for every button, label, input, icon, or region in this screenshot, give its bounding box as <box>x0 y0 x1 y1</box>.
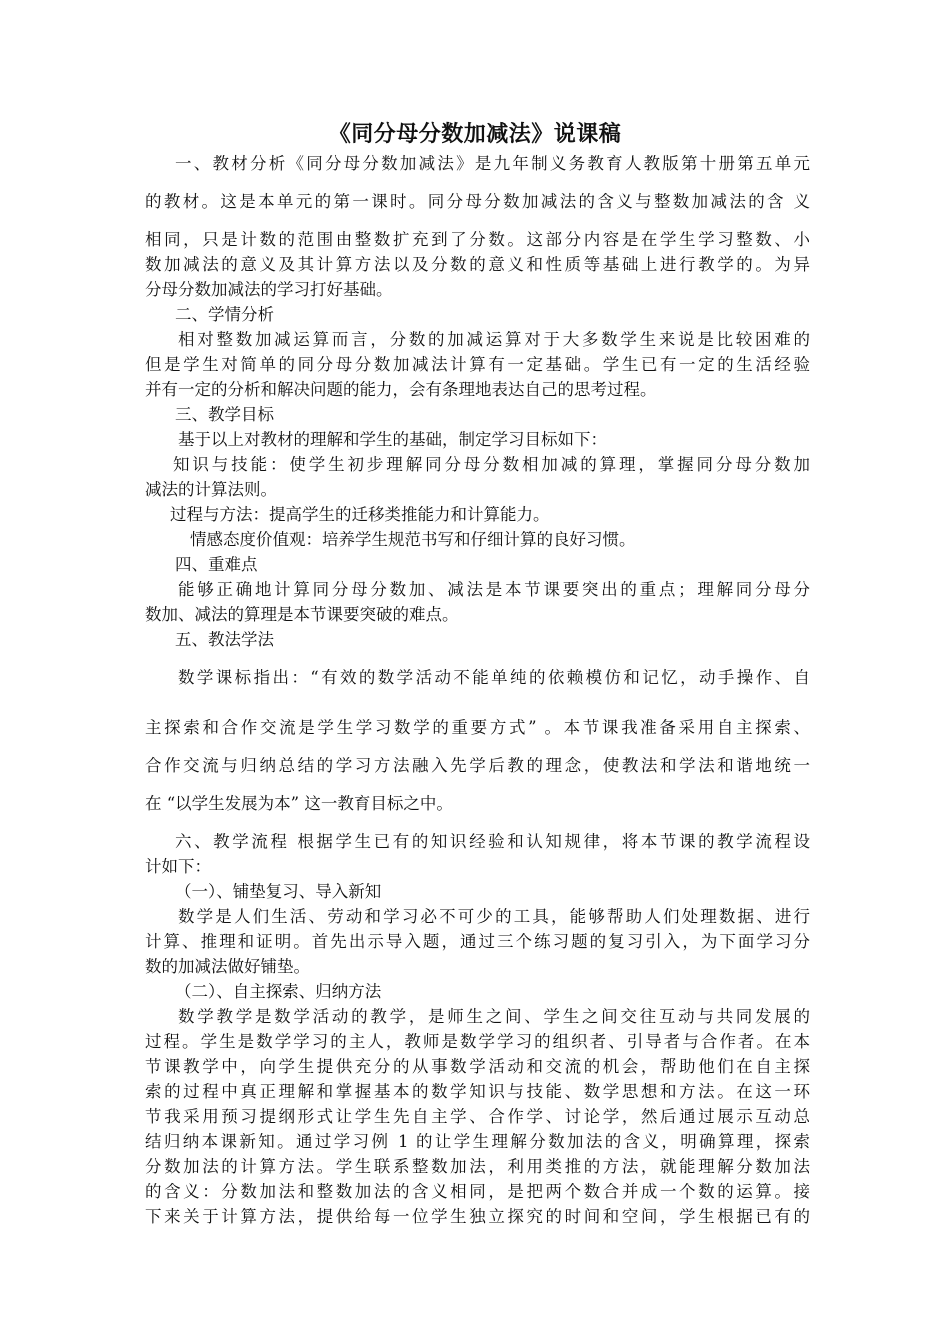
text-line: 节我采用预习提纲形式让学生先自主学、合作学、讨论学，然后通过展示互动总 <box>145 1107 810 1126</box>
text-line: 的教材。这是本单元的第一课时。同分母分数加减法的含义与整数加减法的含 义 <box>145 192 810 211</box>
text-line: 但是学生对简单的同分母分数加减法计算有一定基础。学生已有一定的生活经验 <box>145 355 810 374</box>
text-line: 计如下： <box>145 857 211 876</box>
text-line: 数加、减法的算理是本节课要突破的难点。 <box>145 605 459 624</box>
text-line: 主探索和合作交流是学生学习数学的重要方式” 。本节课我准备采用自主探索、 <box>145 718 810 737</box>
text-line: 五、教法学法 <box>175 630 274 649</box>
text-line: 数加减法的意义及其计算方法以及分数的意义和性质等基础上进行教学的。为异 <box>145 255 810 274</box>
text-line: 并有一定的分析和解决问题的能力，会有条理地表达自己的思考过程。 <box>145 380 657 399</box>
text-line: 过程与方法：提高学生的迁移类推能力和计算能力。 <box>170 505 550 524</box>
text-line: 二、学情分析 <box>175 305 274 324</box>
text-line: 数学是人们生活、劳动和学习必不可少的工具，能够帮助人们处理数据、进行 <box>178 907 810 926</box>
text-line: 分母分数加减法的学习打好基础。 <box>145 280 393 299</box>
text-line: 的含义：分数加法和整数加法的含义相同，是把两个数合并成一个数的运算。接 <box>145 1182 810 1201</box>
text-line: 知识与技能：使学生初步理解同分母分数相加减的算理，掌握同分母分数加 <box>173 455 810 474</box>
document-title: 《同分母分数加减法》说课稿 <box>328 122 622 147</box>
text-line: 下来关于计算方法，提供给每一位学生独立探究的时间和空间，学生根据已有的 <box>145 1207 810 1226</box>
text-line: 相对整数加减运算而言，分数的加减运算对于大多数学生来说是比较困难的 <box>178 330 810 349</box>
text-line: 三、教学目标 <box>175 405 274 424</box>
text-line: 分数加法的计算方法。学生联系整数加法，利用类推的方法，就能理解分数加法 <box>145 1157 810 1176</box>
text-line: 相同，只是计数的范围由整数扩充到了分数。这部分内容是在学生学习整数、小 <box>145 230 810 249</box>
text-line: 数的加减法做好铺垫。 <box>145 957 310 976</box>
text-line: 节课教学中，向学生提供充分的从事数学活动和交流的机会，帮助他们在自主探 <box>145 1057 810 1076</box>
text-line: 情感态度价值观：培养学生规范书写和仔细计算的良好习惯。 <box>190 530 636 549</box>
text-line: 基于以上对教材的理解和学生的基础，制定学习目标如下： <box>178 430 607 449</box>
text-line: 结归纳本课新知。通过学习例 1 的让学生理解分数加法的含义，明确算理，探索 <box>145 1132 810 1151</box>
text-line: 在 “以学生发展为本” 这一教育目标之中。 <box>145 794 453 813</box>
text-line: 一、教材分析《同分母分数加减法》是九年制义务教育人教版第十册第五单元 <box>175 154 810 173</box>
text-line: 六、教学流程 根据学生已有的知识经验和认知规律，将本节课的教学流程设 <box>175 832 810 851</box>
text-line: 数学课标指出：“有效的数学活动不能单纯的依赖模仿和记忆，动手操作、自 <box>178 668 810 687</box>
text-line: 过程。学生是数学学习的主人，教师是数学学习的组织者、引导者与合作者。在本 <box>145 1032 810 1051</box>
text-line: （一）、铺垫复习、导入新知 <box>175 882 382 901</box>
text-line: 数学教学是数学活动的教学，是师生之间、学生之间交往互动与共同发展的 <box>178 1007 810 1026</box>
text-line: （二）、自主探索、归纳方法 <box>175 982 382 1001</box>
text-line: 四、重难点 <box>175 555 258 574</box>
text-line: 合作交流与归纳总结的学习方法融入先学后教的理念，使教法和学法和谐地统一 <box>145 756 810 775</box>
text-line: 减法的计算法则。 <box>145 480 277 499</box>
text-line: 能够正确地计算同分母分数加、减法是本节课要突出的重点；理解同分母分 <box>178 580 810 599</box>
text-line: 计算、推理和证明。首先出示导入题，通过三个练习题的复习引入，为下面学习分 <box>145 932 810 951</box>
text-line: 索的过程中真正理解和掌握基本的数学知识与技能、数学思想和方法。在这一环 <box>145 1082 810 1101</box>
